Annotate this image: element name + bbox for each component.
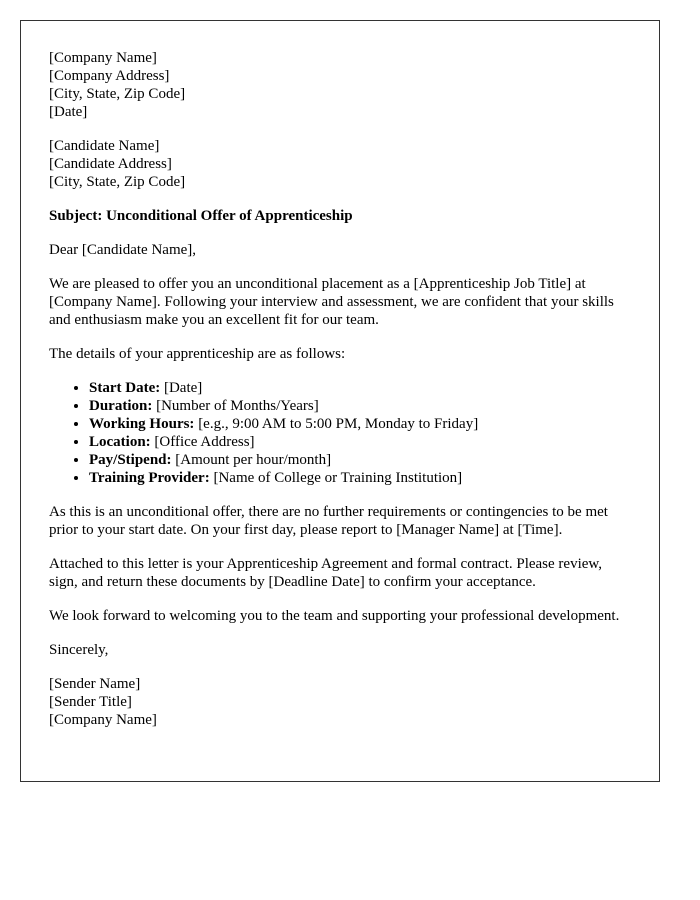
letter-date: [Date] [49,104,88,120]
recipient-address: [Candidate Address] [49,156,172,172]
detail-item-location [89,433,631,451]
recipient-address-block [49,137,631,191]
detail-item-working-hours [89,415,631,433]
detail-label: Duration: [89,398,153,414]
salutation: Dear [Candidate Name], [49,242,197,258]
detail-label: Pay/Stipend: [89,452,172,468]
detail-label: Location: [89,434,151,450]
detail-item-pay-stipend [89,451,631,469]
detail-value: [Office Address] [150,434,255,450]
detail-value: [Amount per hour/month] [171,452,332,468]
paragraph-attachment: Attached to this letter is your Apprenticeship Agreement and formal contract. Please review, sign, and return these documents by [Deadline Date] to confirm your acceptance. [49,556,603,590]
subject-line: Subject: Unconditional Offer of Apprenticeship [49,208,353,224]
detail-value: [Name of College or Training Institution] [209,470,463,486]
sender-address-block [49,49,631,121]
signature-block [49,675,631,729]
details-list [49,379,631,487]
sender-title: [Sender Title] [49,694,132,710]
detail-value: [e.g., 9:00 AM to 5:00 PM, Monday to Friday] [194,416,479,432]
paragraph-conditions: As this is an unconditional offer, there are no further requirements or contingencies to be met prior to your start date. On your first day, please report to [Manager Name] at [Time]. [49,504,608,538]
detail-value: [Number of Months/Years] [152,398,319,414]
detail-item-duration [89,397,631,415]
detail-label: Training Provider: [89,470,210,486]
detail-label: Working Hours: [89,416,195,432]
signature-company-name: [Company Name] [49,712,157,728]
offer-letter [20,20,660,782]
signoff: Sincerely, [49,642,109,658]
detail-item-start-date [89,379,631,397]
detail-label: Start Date: [89,380,161,396]
detail-item-training-provider [89,469,631,487]
sender-company-name: [Company Name] [49,50,157,66]
sender-name: [Sender Name] [49,676,141,692]
sender-city-state-zip: [City, State, Zip Code] [49,86,186,102]
paragraph-intro: We are pleased to offer you an unconditional placement as a [Apprenticeship Job Title] at [Company Name]. Following your interview and assessment, we are confident that your skills and enthusiasm make you an excellent fit for our team. [49,276,614,328]
paragraph-closing: We look forward to welcoming you to the team and supporting your professional development. [49,608,620,624]
detail-value: [Date] [160,380,203,396]
details-intro: The details of your apprenticeship are as follows: [49,346,346,362]
recipient-name: [Candidate Name] [49,138,160,154]
recipient-city-state-zip: [City, State, Zip Code] [49,174,186,190]
sender-company-address: [Company Address] [49,68,170,84]
